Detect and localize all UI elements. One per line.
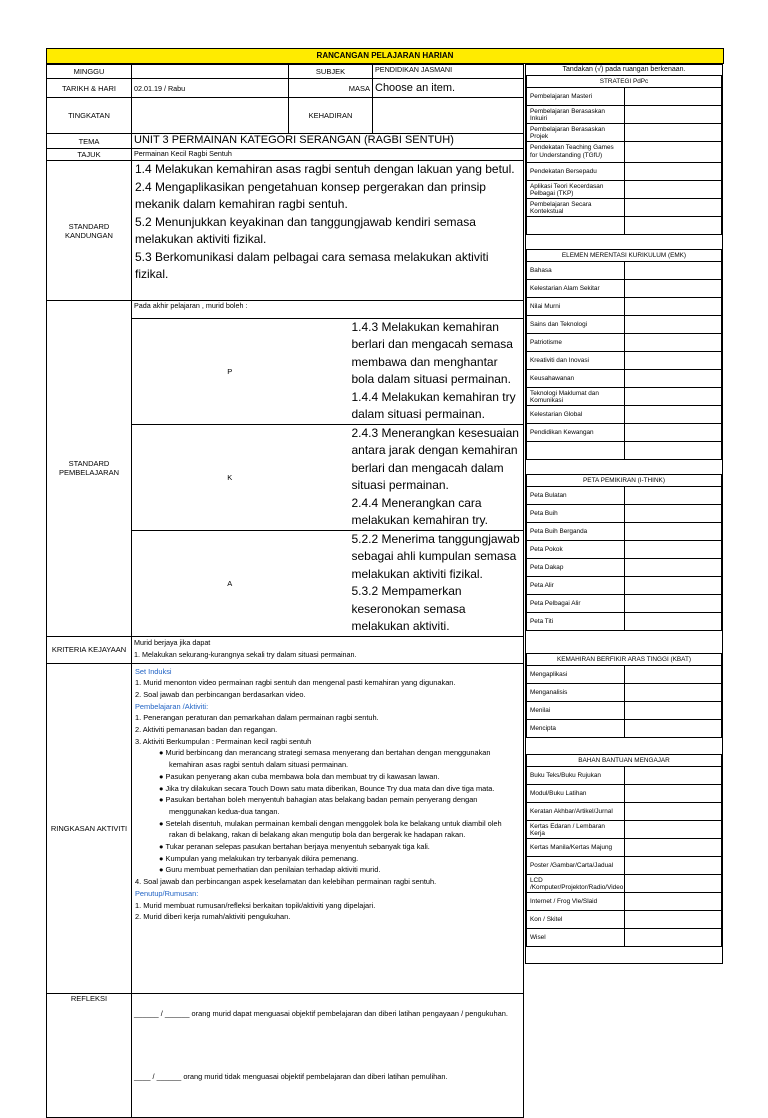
checkbox-cell[interactable] bbox=[624, 280, 722, 298]
checkbox-cell[interactable] bbox=[624, 893, 722, 911]
checkbox-cell[interactable] bbox=[624, 388, 722, 406]
sp-key-p: P bbox=[132, 318, 328, 424]
tarikh-value[interactable]: 02.01.19 / Rabu bbox=[132, 79, 289, 98]
page-title: RANCANGAN PELAJARAN HARIAN bbox=[46, 48, 724, 64]
penutup-heading: Penutup/Rumusan: bbox=[135, 888, 199, 898]
checkbox-cell[interactable] bbox=[624, 929, 722, 947]
checkbox-cell[interactable] bbox=[624, 424, 722, 442]
checklist-item-label: Aplikasi Teori Kecerdasan Pelbagai (TKP) bbox=[527, 181, 625, 199]
checkbox-cell[interactable] bbox=[624, 803, 722, 821]
activity-item: 4. Soal jawab dan perbincangan aspek keselamatan dan kelebihan permainan ragbi sentuh. bbox=[135, 877, 437, 887]
checkbox-cell[interactable] bbox=[624, 684, 722, 702]
checkbox-cell[interactable] bbox=[624, 595, 722, 613]
checklist-item-label: Kon / Skitel bbox=[527, 911, 625, 929]
minggu-value[interactable] bbox=[132, 65, 289, 79]
bullet-icon: ● bbox=[159, 748, 166, 758]
bullet-item: ● Guru membuat pemerhatian dan penilaian terhadap aktiviti murid. bbox=[159, 865, 381, 875]
checklist-note: Tandakan (√) pada ruangan berkenaan. bbox=[562, 66, 686, 73]
standard-kandungan-label: STANDARD KANDUNGAN bbox=[47, 161, 132, 301]
sk-item: 1.4 Melakukan kemahiran asas ragbi sentuh dengan lakuan yang betul. bbox=[135, 162, 515, 176]
bullet-item: ● Setelah disentuh, mulakan permainan kembali dengan menggolek bola ke belakang untuk diambil oleh rakan di belakang, rakan di belakang akan mengutip bola dan bergerak ke hadapan rakan. bbox=[159, 818, 502, 840]
sp-item: 5.2.2 Menerima tanggungjawab sebagai ahli kumpulan semasa melakukan aktiviti fizikal. bbox=[351, 531, 520, 581]
checklist-item-label: Pembelajaran Secara Kontekstual bbox=[527, 199, 625, 217]
kriteria-line: Murid berjaya jika dapat bbox=[134, 637, 211, 647]
bahan-heading: BAHAN BANTUAN MENGAJAR bbox=[527, 755, 722, 767]
bullet-item: ● Murid berbincang dan merancang strategi semasa menyerang dan bertahan dengan menggunakan kemahiran asas ragbi sentuh dalam situasi permainan. bbox=[159, 748, 491, 770]
checklist-item-label: Nilai Murni bbox=[527, 298, 625, 316]
tingkatan-value[interactable] bbox=[132, 98, 289, 134]
activity-item: 2. Soal jawab dan perbincangan berdasarkan video. bbox=[135, 689, 306, 699]
checkbox-cell[interactable] bbox=[624, 88, 722, 106]
activity-item: 1. Penerangan peraturan dan pemarkahan dalam permainan ragbi sentuh. bbox=[135, 713, 379, 723]
checklist-item-label: Kreativiti dan Inovasi bbox=[527, 352, 625, 370]
checklist-item-label: Kelestarian Global bbox=[527, 406, 625, 424]
kbat-heading: KEMAHIRAN BERFIKIR ARAS TINGGI (KBAT) bbox=[527, 654, 722, 666]
checkbox-cell[interactable] bbox=[624, 199, 722, 217]
standard-pembelajaran-label: STANDARD PEMBELAJARAN bbox=[47, 301, 132, 637]
checklist-item-label: Peta Buih bbox=[527, 505, 625, 523]
checkbox-cell[interactable] bbox=[624, 785, 722, 803]
bahan-table bbox=[526, 754, 722, 947]
tajuk-label: TAJUK bbox=[47, 149, 132, 161]
checklist-item-label: Keratan Akhbar/Artikel/Jurnal bbox=[527, 803, 625, 821]
checklist-item-label: Peta Pokok bbox=[527, 541, 625, 559]
checklist-item-label: Pendekatan Teaching Games for Understanding (TGfU) bbox=[527, 142, 625, 163]
checklist-item-label: Menganalisis bbox=[527, 684, 625, 702]
checkbox-cell[interactable] bbox=[624, 298, 722, 316]
sp-item: 5.3.2 Mempamerkan keseronokan semasa melakukan aktiviti. bbox=[351, 584, 466, 633]
bullet-icon: ● bbox=[159, 818, 166, 828]
set-induksi-heading: Set Induksi bbox=[135, 666, 172, 676]
checklist-item-label: LCD /Komputer/Projektor/Radio/Video bbox=[527, 875, 625, 893]
masa-dropdown[interactable]: Choose an item. bbox=[373, 79, 524, 98]
checklist-item-label: Mengaplikasi bbox=[527, 666, 625, 684]
bullet-icon: ● bbox=[159, 795, 166, 805]
sp-item: 2.4.3 Menerangkan kesesuaian antara jarak dengan kemahiran berlari dan mengacah dalam situasi permainan. bbox=[351, 425, 519, 492]
subjek-label: SUBJEK bbox=[289, 65, 373, 79]
bullet-item: ● Tukar peranan selepas pasukan bertahan berjaya menyentuh sebanyak tiga kali. bbox=[159, 842, 430, 852]
masa-label: MASA bbox=[289, 79, 373, 98]
checkbox-cell[interactable] bbox=[624, 106, 722, 124]
strategi-heading: STRATEGI PdPc bbox=[527, 76, 722, 88]
sp-intro: Pada akhir pelajaran , murid boleh : bbox=[132, 301, 523, 318]
checkbox-cell[interactable] bbox=[624, 352, 722, 370]
checkbox-cell[interactable] bbox=[624, 875, 722, 893]
checklist-item-label: Pembelajaran Berasaskan Projek bbox=[527, 124, 625, 142]
checklist-item-label: Mencipta bbox=[527, 720, 625, 738]
emk-heading: ELEMEN MERENTASI KURIKULUM (EMK) bbox=[527, 250, 722, 262]
subjek-value[interactable]: PENDIDIKAN JASMANI bbox=[373, 65, 524, 79]
right-checklist-panel bbox=[525, 64, 723, 964]
activity-item: 1. Murid membuat rumusan/refleksi berkaitan topik/aktiviti yang dipelajari. bbox=[135, 900, 376, 910]
checklist-item-label: Teknologi Maklumat dan Komunikasi bbox=[527, 388, 625, 406]
tingkatan-label: TINGKATAN bbox=[47, 98, 132, 134]
checklist-item-label: Modul/Buku Latihan bbox=[527, 785, 625, 803]
sk-item: 2.4 Mengaplikasikan pengetahuan konsep pergerakan dan prinsip mekanik dalam kemahiran ragbi sentuh. bbox=[135, 179, 486, 211]
activity-item: 3. Aktiviti Berkumpulan : Permainan kecil ragbi sentuh bbox=[135, 736, 312, 746]
checklist-item-label: Keusahawanan bbox=[527, 370, 625, 388]
checklist-item-label: Kelestarian Alam Sekitar bbox=[527, 280, 625, 298]
bullet-item: ● Pasukan bertahan boleh menyentuh bahagian atas belakang badan pemain penyerang dengan menggunakan kedua-dua tangan. bbox=[159, 795, 478, 816]
tajuk-value: Permainan Kecil Ragbi Sentuh bbox=[132, 149, 524, 161]
checkbox-cell[interactable] bbox=[624, 857, 722, 875]
bullet-item: ● Pasukan penyerang akan cuba membawa bola dan membuat try di kawasan lawan. bbox=[159, 771, 440, 781]
checkbox-cell[interactable] bbox=[624, 487, 722, 505]
checklist-item-label: Poster /Gambar/Carta/Jadual bbox=[527, 857, 625, 875]
bullet-icon: ● bbox=[159, 865, 166, 875]
checkbox-cell[interactable] bbox=[624, 577, 722, 595]
checklist-item-label: Sains dan Teknologi bbox=[527, 316, 625, 334]
lesson-plan-table bbox=[46, 64, 524, 1118]
checkbox-cell[interactable] bbox=[624, 702, 722, 720]
sp-item: 2.4.4 Menerangkan cara melakukan kemahiran try. bbox=[351, 495, 488, 527]
checkbox-cell[interactable] bbox=[624, 720, 722, 738]
checkbox-cell[interactable] bbox=[624, 316, 722, 334]
tema-value: UNIT 3 PERMAINAN KATEGORI SERANGAN (RAGBI SENTUH) bbox=[132, 134, 524, 149]
checklist-item-label: Peta Pelbagai Alir bbox=[527, 595, 625, 613]
ringkasan-label: RINGKASAN AKTIVITI bbox=[47, 663, 132, 993]
kehadiran-label: KEHADIRAN bbox=[289, 98, 373, 134]
checklist-item-label: Internet / Frog Vle/Slaid bbox=[527, 893, 625, 911]
checkbox-cell[interactable] bbox=[624, 406, 722, 424]
checkbox-cell[interactable] bbox=[624, 142, 722, 163]
checkbox-cell[interactable] bbox=[624, 613, 722, 631]
sp-key-k: K bbox=[132, 424, 328, 530]
kehadiran-value[interactable] bbox=[373, 98, 524, 134]
checklist-item-label: Peta Bulatan bbox=[527, 487, 625, 505]
ithink-heading: PETA PEMIKIRAN (I-THINK) bbox=[527, 475, 722, 487]
bullet-icon: ● bbox=[159, 783, 166, 793]
refleksi-line-1[interactable]: ______ / ______ orang murid dapat menguasai objektif pembelajaran dan diberi latihan pengayaan / pengukuhan. bbox=[134, 1008, 508, 1018]
checklist-item-label: Pembelajaran Masteri bbox=[527, 88, 625, 106]
checklist-item-label: Pembelajaran Berasaskan Inkuiri bbox=[527, 106, 625, 124]
checklist-item-label: Kertas Edaran / Lembaran Kerja bbox=[527, 821, 625, 839]
checkbox-cell[interactable] bbox=[624, 124, 722, 142]
minggu-label: MINGGU bbox=[47, 65, 132, 79]
checklist-item-label: Peta Titi bbox=[527, 613, 625, 631]
sp-item: 1.4.3 Melakukan kemahiran berlari dan mengacah semasa membawa dan menghantar bola dalam situasi permainan. bbox=[351, 319, 513, 386]
checkbox-cell[interactable] bbox=[624, 334, 722, 352]
checklist-item-label: Peta Dakap bbox=[527, 559, 625, 577]
checkbox-cell[interactable] bbox=[624, 559, 722, 577]
sk-item: 5.3 Berkomunikasi dalam pelbagai cara semasa melakukan aktiviti fizikal. bbox=[135, 249, 489, 281]
checkbox-cell[interactable] bbox=[624, 370, 722, 388]
activity-item: 2. Murid diberi kerja rumah/aktiviti pengukuhan. bbox=[135, 912, 291, 922]
checklist-item-label: Peta Alir bbox=[527, 577, 625, 595]
checkbox-cell[interactable] bbox=[624, 911, 722, 929]
sk-item: 5.2 Menunjukkan keyakinan dan tanggungjawab kendiri semasa melakukan aktiviti fizikal. bbox=[135, 214, 476, 246]
checkbox-cell[interactable] bbox=[624, 541, 722, 559]
refleksi-label: REFLEKSI bbox=[47, 993, 132, 1117]
emk-table bbox=[526, 249, 722, 460]
checkbox-cell[interactable] bbox=[624, 442, 722, 460]
kriteria-line: 1. Melakukan sekurang-kurangnya sekali try dalam situasi permainan. bbox=[134, 649, 357, 659]
checkbox-cell[interactable] bbox=[624, 505, 722, 523]
checklist-item-label: Bahasa bbox=[527, 262, 625, 280]
checkbox-cell[interactable] bbox=[624, 181, 722, 199]
sp-key-a: A bbox=[132, 530, 328, 636]
bullet-icon: ● bbox=[159, 853, 166, 863]
checklist-item-label: Buku Teks/Buku Rujukan bbox=[527, 767, 625, 785]
checklist-item-label bbox=[527, 217, 625, 235]
activity-item: 1. Murid menonton video permainan ragbi sentuh dan mengenal pasti kemahiran yang digunakan. bbox=[135, 678, 456, 688]
checkbox-cell[interactable] bbox=[624, 262, 722, 280]
checklist-item-label: Pendekatan Bersepadu bbox=[527, 163, 625, 181]
strategi-table bbox=[526, 75, 722, 235]
kbat-table bbox=[526, 653, 722, 738]
checklist-item-label: Wisel bbox=[527, 929, 625, 947]
bullet-icon: ● bbox=[159, 842, 166, 852]
checkbox-cell[interactable] bbox=[624, 821, 722, 839]
tema-label: TEMA bbox=[47, 134, 132, 149]
sp-item: 1.4.4 Melakukan kemahiran try dalam situasi permainan. bbox=[351, 389, 516, 421]
refleksi-line-2[interactable]: ____ / ______ orang murid tidak menguasai objektif pembelajaran dan diberi latihan pemulihan. bbox=[134, 1071, 448, 1081]
checkbox-cell[interactable] bbox=[624, 666, 722, 684]
checkbox-cell[interactable] bbox=[624, 217, 722, 235]
ithink-table bbox=[526, 474, 722, 631]
checklist-item-label: Patriotisme bbox=[527, 334, 625, 352]
checklist-item-label: Peta Buih Berganda bbox=[527, 523, 625, 541]
bullet-icon: ● bbox=[159, 771, 166, 781]
checkbox-cell[interactable] bbox=[624, 767, 722, 785]
checklist-item-label bbox=[527, 442, 625, 460]
bullet-item: ● Kumpulan yang melakukan try terbanyak dikira pemenang. bbox=[159, 853, 359, 863]
checkbox-cell[interactable] bbox=[624, 523, 722, 541]
activity-item: 2. Aktiviti pemanasan badan dan regangan. bbox=[135, 725, 278, 735]
checklist-item-label: Menilai bbox=[527, 702, 625, 720]
checklist-item-label: Kertas Manila/Kertas Majung bbox=[527, 839, 625, 857]
pembelajaran-heading: Pembelajaran /Aktiviti: bbox=[135, 701, 209, 711]
checkbox-cell[interactable] bbox=[624, 163, 722, 181]
tarikh-label: TARIKH & HARI bbox=[47, 79, 132, 98]
kriteria-label: KRITERIA KEJAYAAN bbox=[47, 636, 132, 663]
checklist-item-label: Pendidikan Kewangan bbox=[527, 424, 625, 442]
checkbox-cell[interactable] bbox=[624, 839, 722, 857]
bullet-item: ● Jika try dilakukan secara Touch Down satu mata diberikan, Bounce Try dua mata dan dive tiga mata. bbox=[159, 783, 495, 793]
